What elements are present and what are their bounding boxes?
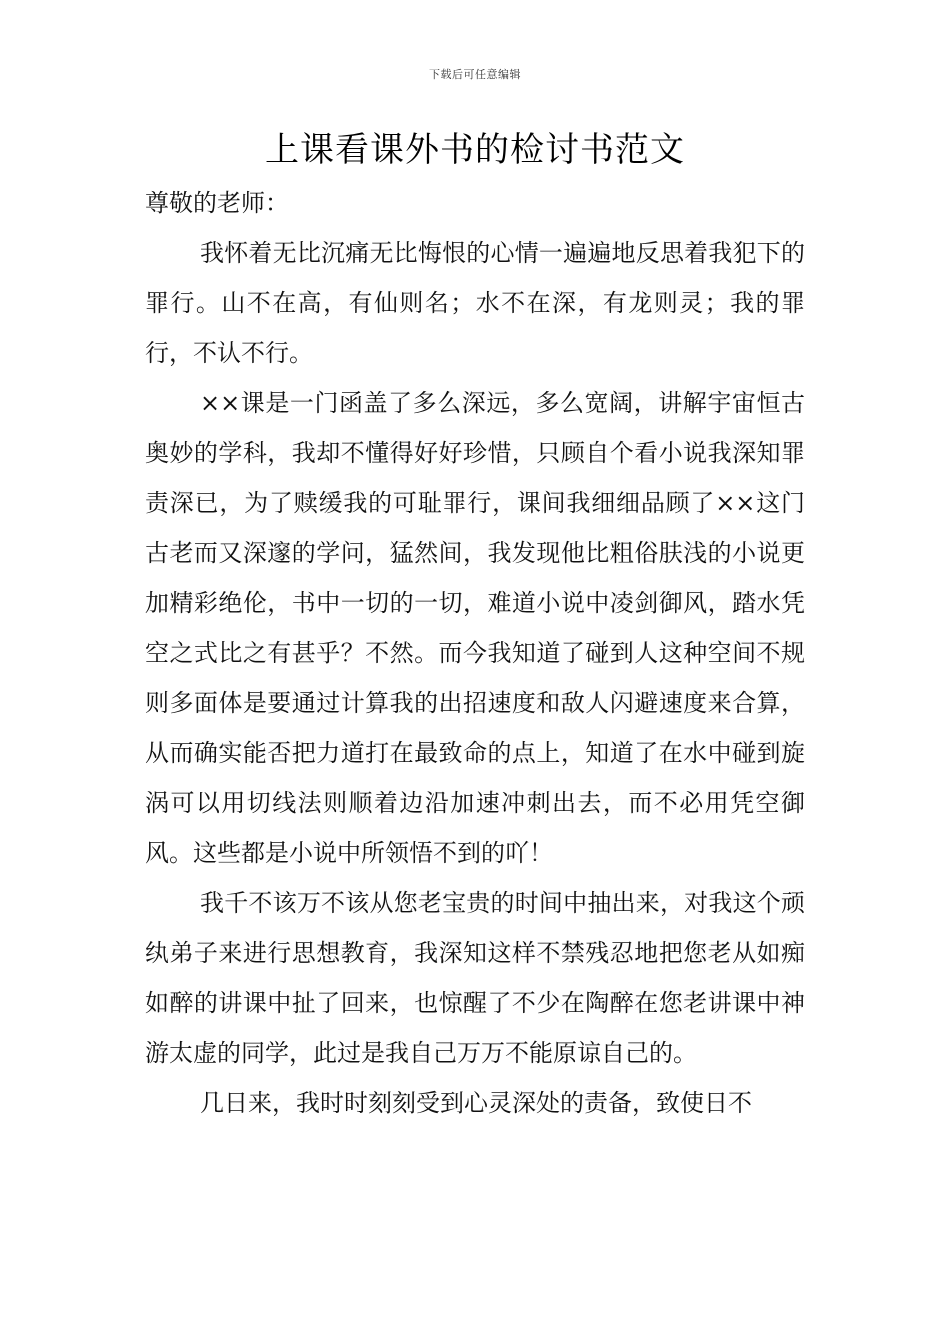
header-note: 下载后可任意编辑 <box>429 68 521 81</box>
paragraph-1: 我怀着无比沉痛无比悔恨的心情一遍遍地反思着我犯下的罪行。山不在高，有仙则名；水不在深，有龙则灵；我的罪行，不认不行。 <box>145 239 805 367</box>
paragraph-4: 几日来，我时时刻刻受到心灵深处的责备，致使日不 <box>200 1089 752 1117</box>
salutation: 尊敬的老师： <box>145 189 289 217</box>
paragraph-2: ××课是一门函盖了多么深远，多么宽阔，讲解宇宙恒古奥妙的学科，我却不懂得好好珍惜，只顾自个看小说我深知罪责深已，为了赎缓我的可耻罪行，课间我细细品顾了××这门古老而又深邃的学问，猛然间，我发现他比粗俗肤浅的小说更加精彩绝伦，书中一切的一切，难道小说中凌剑御风，踏水凭空之式比之有甚乎？不然。而今我知道了碰到人这种空间不规则多面体是要通过计算我的出招速度和敌人闪避速度来合算，从而确实能否把力道打在最致命的点上，知道了在水中碰到旋涡可以用切线法则顺着边沿加速冲刺出去，而不必用凭空御风。这些都是小说中所领悟不到的吖！ <box>145 389 805 867</box>
document-body <box>145 178 805 1128</box>
document-title: 上课看课外书的检讨书范文 <box>265 130 685 170</box>
paragraph-3: 我千不该万不该从您老宝贵的时间中抽出来，对我这个顽纨弟子来进行思想教育，我深知这样不禁残忍地把您老从如痴如醉的讲课中扯了回来，也惊醒了不少在陶醉在您老讲课中神游太虚的同学，此过是我自己万万不能原谅自己的。 <box>145 889 805 1067</box>
